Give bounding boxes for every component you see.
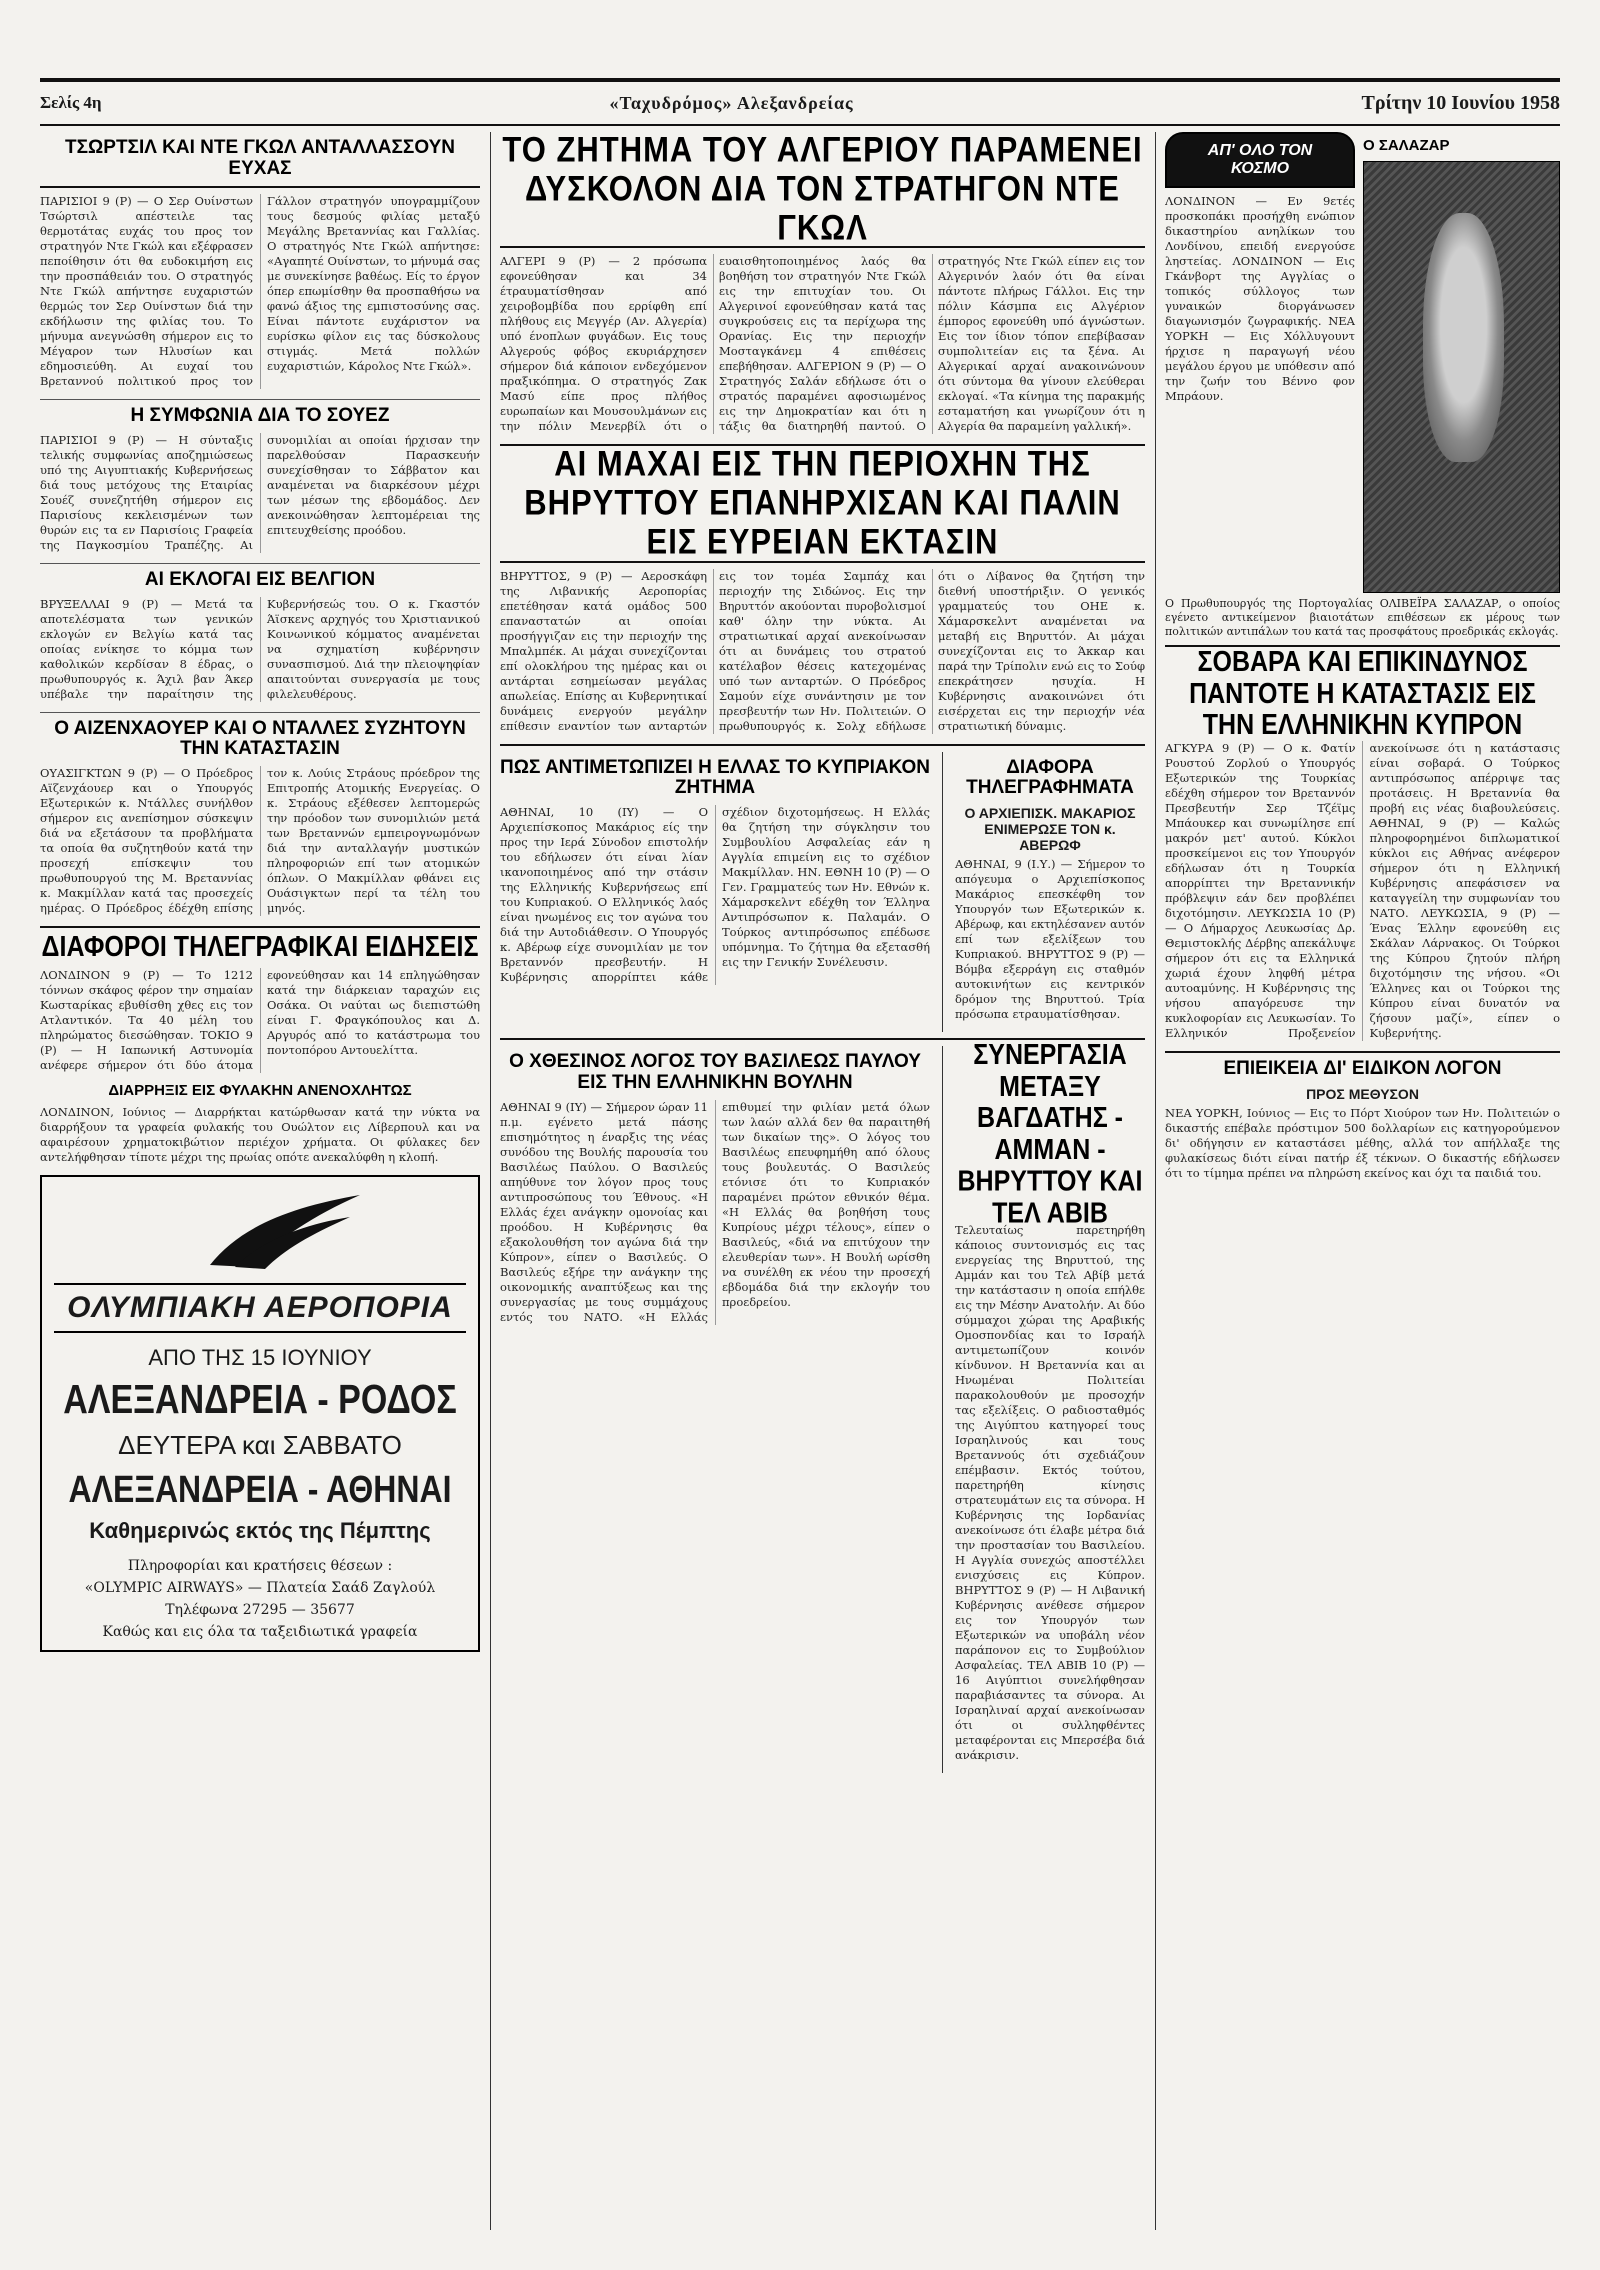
article-body: ΝΕΑ ΥΟΡΚΗ, Ιούνιος — Εις το Πόρτ Χιούρον των Ην. Πολιτειών ο δικαστής επέβαλε πρόστιμον 500 δολλαρίων εις κατηγορούμενον δι' οδήγησιν εν καταστάσει μέθης, αλλά τον απήλλαξε της φυλακίσεως διότι είναι πατήρ έξ τέκνων. Ο δικαστής εδήλωσεν ότι το τίμημα πρέπει να πληρώση εκείνος και όχι τα παιδιά του. <box>1165 1105 1560 1180</box>
article-body: ΠΑΡΙΣΙΟΙ 9 (Ρ) — Ο Σερ Ουίνστων Τσώρτσιλ απέστειλε τας θερμοτάτας ευχάς του προς τον στρατηγόν Ντε Γκώλ και εξέφρασεν πεποίθησιν ότι θα ευδοκιμήση εις την προσπάθειάν του. Ο στρατηγός Ντε Γκώλ απήντησε ευχαριστών θερμώς τον Σερ Ουίνστων διά την εκδήλωσιν της φιλίας του. Το μήνυμα ανεγνώσθη σήμερον εις το Μέγαρον των Ηλυσίων και εδημοσιεύθη. Αι ευχαί του Βρεταννού πολιτικού προς τον Γάλλον στρατηγόν υπογραμμίζουν τους δεσμούς φιλίας μεταξύ Μεγάλης Βρεταννίας και Γαλλίας. Ο στρατηγός Ντε Γκώλ απήντησε: «Αγαπητέ Ουίνστων, το μήνυμά σας με συνεκίνησε βαθέως. Είς το έργον όπερ επωμίσθην θα προσπαθήσω να φανώ άξιος της εμπιστοσύνης σας. Είναι πάντοτε ευχάριστον να ευρίσκω φίλον εις τας δύσκολους στιγμάς. Μετά πολλών ευχαριστιών, Κάρολος Ντε Γκώλ». <box>40 193 480 388</box>
story-beirut <box>500 443 1145 733</box>
column-rule <box>1155 132 1156 2230</box>
story-eisenhower <box>40 719 480 917</box>
article-body: ΟΥΑΣΙΓΚΤΩΝ 9 (Ρ) — Ο Πρόεδρος Αϊζενχάουερ και ο Υπουργός Εξωτερικών κ. Ντάλλες συνήλθον σήμερον εις ανεπίσημον σύσκεψιν διά να εξετάσουν τα προβλήματα τα οποία θα συζητηθούν κατά την προσεχή επίσκεψιν του πρωθυπουργού της Μ. Βρεταννίας κ. Μακμίλλαν κατά τας προσεχείς ημέρας. Ο Πρόεδρος έδέχθη επίσης τον κ. Λούις Στράους πρόεδρον της Επιτροπής Ατομικής Ενεργείας. Ο κ. Στράους εξέθεσεν λεπτομερώς την πρόοδον των συνομιλιών μετά των Βρεταννών εμπειρογνωμόνων διά την ανταλλαγήν μυστικών πληροφοριών επί των ατομικών όπλων. Ο Μακμίλλαν φθάνει εις Ουάσιγκτων περί τα τέλη του μηνός. <box>40 766 480 916</box>
ad-route-rhodes: ΑΛΕΞΑΝΔΡΕΙΑ - ΡΟΔΟΣ <box>63 1377 457 1424</box>
newspaper-name: «Ταχυδρόμος» Αλεξανδρείας <box>609 92 854 113</box>
subheadline: Ο ΑΡΧΙΕΠΙΣΚ. ΜΑΚΑΡΙΟΣ ΕΝΙΜΕΡΩΣΕ ΤΟΝ κ. ΑΒΕΡΩΦ <box>964 805 1136 854</box>
photo-title: Ο ΣΑΛΑΖΑΡ <box>1363 137 1450 154</box>
world-news-logo: ΑΠ' ΟΛΟ ΤΟΝ ΚΟΣΜΟ <box>1165 132 1355 188</box>
story-belgium <box>40 570 480 702</box>
headline: ΕΠΙΕΙΚΕΙΑ ΔΙ' ΕΙΔΙΚΟΝ ΛΟΓΟΝ <box>1223 1058 1502 1079</box>
headline: ΑΙ ΕΚΛΟΓΑΙ ΕΙΣ ΒΕΛΓΙΟΝ <box>144 568 376 590</box>
headline: Η ΣΥΜΦΩΝΙΑ ΔΙΑ ΤΟ ΣΟΥΕΖ <box>130 404 390 426</box>
headline: ΤΟ ΖΗΤΗΜΑ ΤΟΥ ΑΛΓΕΡΙΟΥ ΠΑΡΑΜΕΝΕΙ ΔΥΣΚΟΛΟΝ ΔΙΑ ΤΟΝ ΣΤΡΑΤΗΓΟΝ ΝΤΕ ΓΚΩΛ <box>502 132 1143 248</box>
story-cyprus-greece <box>500 758 930 986</box>
headline: ΣΥΝΕΡΓΑΣΙΑ ΜΕΤΑΞΥ ΒΑΓΔΑΤΗΣ - ΑΜΜΑΝ - ΒΗΡΥΤΤΟΥ ΚΑΙ ΤΕΛ ΑΒΙΒ <box>957 1038 1143 1230</box>
story-misc-telegrams <box>955 758 1145 1023</box>
headline: ΠΩΣ ΑΝΤΙΜΕΤΩΠΙΖΕΙ Η ΕΛΛΑΣ ΤΟ ΚΥΠΡΙΑΚΟΝ ΖΗΤΗΜΑ <box>500 756 930 799</box>
story-prison-break <box>40 1083 480 1166</box>
headline: ΑΙ ΜΑΧΑΙ ΕΙΣ ΤΗΝ ΠΕΡΙΟΧΗΝ ΤΗΣ ΒΗΡΥΤΤΟΥ ΕΠΑΝΗΡΧΙΣΑΝ ΚΑΙ ΠΑΛΙΝ ΕΙΣ ΕΥΡΕΙΑΝ ΕΚΤΑΣΙΝ <box>524 443 1121 563</box>
ad-route-athens: ΑΛΕΞΑΝΔΡΕΙΑ - ΑΘΗΝΑΙ <box>68 1467 452 1511</box>
column-rule <box>490 132 491 2230</box>
headline: ΔΙΑΦΟΡΑ ΤΗΛΕΓΡΑΦΗΜΑΤΑ <box>966 756 1134 799</box>
olympic-airways-ad <box>40 1175 480 1652</box>
story-baghdad-amman <box>955 1038 1145 1763</box>
story-algeria <box>500 132 1145 434</box>
article-body: Τελευταίως παρετηρήθη κάποιος συντονισμός εις τας ενεργείας της Βηρυττού, της Αμμάν και του Τελ Αβίβ μετά την κατάστασιν η οποία επήλθε εις την Μέσην Ανατολήν. Αι δύο σύμμαχοι χώραι της Αραβικής Ομοσπονδίας και το Ισραήλ αντιμετωπίζουν κοινόν κίνδυνον. Η Βρεταννία και αι Ηνωμέναι Πολιτείαι παρακολουθούν με προσοχήν τας εξελίξεις. Ο ραδιοσταθμός της Αιγύπτου κατηγορεί τους Ισραηλινούς και τους Βρεταννούς ότι σχεδιάζουν επέμβασιν. Εκτός τούτου, παρετηρήθη κίνησις στρατευμάτων εις τα σύνορα. Η Κυβέρνησις της Ιορδανίας ανεκοίνωσε ότι έλαβε μέτρα διά την προστασίαν του Βασιλείου. Η Αγγλία συνεχώς αποστέλλει ενισχύσεις εις Κύπρον. ΒΗΡΥΤΤΟΣ 9 (Ρ) — Η Λιβανική Κυβέρνησις ανέθεσε σήμερον εις τον Υπουργόν των Εξωτερικών να υποβάλη νέον παράπονον εις το Συμβούλιον Ασφαλείας. ΤΕΛ ΑΒΙΒ 10 (Ρ) — 16 Αιγύπτιοι συνελήφθησαν παραβιάσαντες τα σύνορα. Αι Ισραηλιναί αρχαί ανεκοίνωσαν ότι οι συλληφθέντες μεταφέρονται εις Μπερσέβα διά ανάκρισιν. <box>955 1223 1145 1763</box>
headline: Ο ΑΙΖΕΝΧΑΟΥΕΡ ΚΑΙ Ο ΝΤΑΛΛΕΣ ΣΥΖΗΤΟΥΝ ΤΗΝ ΚΑΤΑΣΤΑΣΙΝ <box>54 717 466 760</box>
page-number: Σελίς 4η <box>40 93 102 112</box>
ad-address: «OLYMPIC AIRWAYS» — Πλατεία Σαάδ Ζαγλούλ <box>84 1580 436 1597</box>
story-telegrams <box>40 931 480 1073</box>
ad-daily: Καθημερινώς εκτός της Πέμπτης <box>89 1518 431 1544</box>
ad-agencies: Καθώς και εις όλα τα ταξειδιωτικά γραφεία <box>102 1624 418 1641</box>
article-body: ΑΛΓΕΡΙ 9 (Ρ) — 2 πρόσωπα εφονεύθησαν και 34 έτραυματίσθησαν από χειροβομβίδα που ερρίφθη επί πλήθους εις Μεγγέρ (Αν. Αλγερία) υπό ένοπλων φυγάδων. Εις τους Αλγερούς φόβος εκυριάρχησεν σήμερον διά κάποιον ενδεχόμενον πραξικόπημα. Ο στρατηγός Ζακ Μασύ είπε προς πλήθος ευρωπαίων και Μουσουλμάνων εις την πόλιν Μενερβίλ ότι ο ευαισθητοποιημένος λαός θα βοηθήση τον στρατηγόν Ντε Γκώλ εις την επιτυχίαν του. Οι Αλγερινοί εφονεύθησαν κατά τας συγκρούσεις εις τα περίχωρα της Ορανίας. Εις την περιοχήν Μοσταγκάνεμ 4 επιθέσεις επεβήθησαν. ΑΛΓΕΡΙΟΝ 9 (Ρ) — Ο Στρατηγός Σαλάν εδήλωσε ότι ο στρατός παραμένει αφοσιωμένος εις την Δημοκρατίαν και ότι η τάξις θα διατηρηθή παντού. Ο στρατηγός Ντε Γκώλ είπεν εις τον Αλγερινόν λαόν ότι θα είναι πάντοτε πλήρως Γάλλοι. Εις την πόλιν Κάσμπα εις Αλγέριον έμπορος εφονεύθη υπό άγνώστων. Εις τον ίδιον τόπον επεβίβασαν συμπολιτείαν εις τα ξένα. Αι Αλγερικαί αρχαί ανακοινώνουν ότι σύντομα θα γίνουν ελεύθεραι εκλογαί. «Τα κίνημα της παρακμής εσταματήση και γνωρίζουν ότι η Αλγερία θα παραμείνη γαλλική». <box>500 254 1145 434</box>
article-body: ΠΑΡΙΣΙΟΙ 9 (Ρ) — Η σύνταξις τελικής συμφωνίας αποζημιώσεως υπό της Αιγυπτιακής Κυβερνήσεως διά τους μετόχους της Εταιρίας Σουέζ συνεζητήθη σήμερον εις Παρισίους κεκλεισμένων των θυρών εις τα εν Παρισίοις Γραφεία της Παγκοσμίου Τραπέζης. Αι συνομιλίαι αι οποίαι ήρχισαν την παρελθούσαν Παρασκευήν συνεχίσθησαν το Σάββατον και αναμένεται να διαρκέσουν μέχρι των μέσων της εβδομάδος. Δεν ανεκοινώθησαν λεπτομέρειαι της επιτευχθείσης προόδου. <box>40 432 480 552</box>
column-left <box>40 132 480 2230</box>
headline: ΔΙΑΡΡΗΞΙΣ ΕΙΣ ΦΥΛΑΚΗΝ ΑΝΕΝΟΧΛΗΤΩΣ <box>108 1081 412 1099</box>
story-churchill <box>40 138 480 389</box>
story-king-paul <box>500 1052 930 1325</box>
ad-start-date: ΑΠΟ ΤΗΣ 15 ΙΟΥΝΙΟΥ <box>148 1345 372 1371</box>
story-leniency <box>1165 1059 1560 1181</box>
article-body: ΛΟΝΔΙΝΟΝ — Εν 9ετές προσκοπάκι προσήχθη ενώπιον δικαστηρίου ανηλίκων του Λονδίνου, επειδή ενεργούσε ληστείας. ΛΟΝΔΙΝΟΝ — Εις Γκάνβορτ της Αγγλίας ο τοπικός σύλλογος των γυναικών διοργάνωσεν διαγωνισμόν ζωγραφικής. ΝΕΑ ΥΟΡΚΗ — Εις Χόλλυγουντ ήρχισε η παραγωγή νέου μεγάλου έργου με υπόθεσιν από την ζωήν του Βέννο φον Μπράουν. <box>1165 194 1355 403</box>
article-body: ΑΘΗΝΑΙ 9 (ΙΥ) — Σήμερον ώραν 11 π.μ. εγένετο μετά πάσης επισημότητος η έναρξις της νέας συνόδου της Βουλής παρουσία του Βασιλέως Παύλου. Ο Βασιλεύς απηύθυνε τον λόγον προς τους αντιπροσώπους του Έθνους. «Η Ελλάς έχει ανάγκην ομονοίας και προόδου. Η Κυβέρνησις θα εξακολουθήση τον αγώνα διά την Κύπρον», είπεν ο Βασιλεύς. Ο Βασιλεύς εξήρε την ανάγκην της οικονομικής αναπτύξεως και της συνεργασίας με τους συμμάχους εντός του ΝΑΤΟ. «Η Ελλάς επιθυμεί την φιλίαν μετά όλων των λαών αλλά δεν θα παραιτηθή των δικαίων της». Ο λόγος του Βασιλέως επευφημήθη από όλους τους βουλευτάς. Ο Βασιλεύς ετόνισε ότι το Κυπριακόν παραμένει πρώτον εθνικόν θέμα. «Η Ελλάς θα βοηθήση τους Κυπρίους μέχρι τέλους», είπεν ο Βασιλεύς, «διά να επιτύχουν την ελευθερίαν των». Η Βουλή ωρίσθη να συνέλθη εκ νέου την προσεχή εβδομάδα διά την εκλογήν του προεδρείου. <box>500 1100 930 1325</box>
article-body: ΑΘΗΝΑΙ, 10 (ΙΥ) — Ο Αρχιεπίσκοπος Μακάριος είς την προς την Ιερά Σύνοδον επιστολήν του εδήλωσεν ότι είναι λίαν ικανοποιημένος από την στάσιν της Ελληνικής Κυβερνήσεως επί του Κυπριακού. Ο Ελληνικός λαός είναι ηνωμένος εις τον αγώνα του διά την Αυτοδιάθεσιν. Ο Υπουργός κ. Αβέρωφ είχε συνομιλίαν με τον Βρεταννόν πρεσβευτήν. Η Κυβέρνησις απορρίπτει κάθε σχέδιον διχοτομήσεως. Η Ελλάς θα ζητήση την σύγκλησιν του Συμβουλίου Ασφαλείας εάν η Αγγλία επιμείνη εις το σχέδιον Μακμίλλαν. ΗΝ. ΕΘΝΗ 10 (Ρ) — Ο Γεν. Γραμματεύς των Ην. Εθνών κ. Χάμαρσκελντ εδέχθη τον Έλληνα Αντιπρόσωπον κ. Παλαμάν. Ο Τούρκος αντιπρόσωπος επέδωσε υπόμνημα. Το ζήτημα θα εξετασθή εις την Γενικήν Συνέλευσιν. <box>500 805 930 985</box>
headline: Ο ΧΘΕΣΙΝΟΣ ΛΟΓΟΣ ΤΟΥ ΒΑΣΙΛΕΩΣ ΠΑΥΛΟΥ ΕΙΣ ΤΗΝ ΕΛΛΗΝΙΚΗΝ ΒΟΥΛΗΝ <box>509 1051 921 1094</box>
masthead <box>40 78 1560 126</box>
photo-caption: Ο Πρωθυπουργός της Πορτογαλίας ΟΛΙΒΕΪΡΑ ΣΑΛΑΖΑΡ, ο οποίος εγένετο αντικείμενον βιαιοτάτων επιθέσεων εκ μέρους των πολιτικών αντιπάλων του κατά τας προσφάτους προεδρικάς εκλογάς. <box>1165 596 1560 638</box>
article-body: ΒΡΥΞΕΛΛΑΙ 9 (Ρ) — Μετά τα αποτελέσματα των γενικών εκλογών εν Βελγίω κατά τας οποίας ενίκησε το κόμμα των καθολικών κερδίσαν 8 έδρας, ο πρωθυπουργός κ. Άχιλ βαν Άκερ υπέβαλε την παραίτησιν της Κυβερνήσεώς του. Ο κ. Γκαστόν Άϊσκενς αρχηγός του Χριστιανικού Κοινωνικού κόμματος αναμένεται να σχηματίση κυβέρνησιν συνασπισμού. Διά την πλειοψηφίαν απαιτούνται συνεργασία με τους φιλελευθέρους. <box>40 596 480 701</box>
article-body: ΑΘΗΝΑΙ, 9 (Ι.Υ.) — Σήμερον το απόγευμα ο Αρχιεπίσκοπος Μακάριος επεσκέφθη τον Υπουργόν των Εξωτερικών κ. Αβέρωφ, και εκτηλέσανεν αυτόν επί των εξελίξεων του Κυπριακού. ΒΗΡΥΤΤΟΣ 9 (Ρ) — Βόμβα εξερράγη εις σταθμόν αυτοκινήτων εις κεντρικόν δρόμον της Βηρυττού. Τρία πρόσωπα ετραυματίσθησαν. <box>955 857 1145 1022</box>
ad-brand: ΟΛΥΜΠΙΑΚΗ ΑΕΡΟΠΟΡΙΑ <box>54 1283 466 1333</box>
ad-phone: Τηλέφωνα 27295 — 35677 <box>165 1602 355 1619</box>
headline: ΤΣΩΡΤΣΙΛ ΚΑΙ ΝΤΕ ΓΚΩΛ ΑΝΤΑΛΛΑΣΣΟΥΝ ΕΥΧΑΣ <box>65 137 455 179</box>
wing-logo-icon <box>54 1187 466 1277</box>
story-cyprus-situation <box>1165 645 1560 1042</box>
story-suez <box>40 406 480 553</box>
subheadline: ΠΡΟΣ ΜΕΘΥΣΟΝ <box>1306 1085 1419 1102</box>
ad-info: Πληροφορίαι και κρατήσεις θέσεων : <box>127 1558 393 1575</box>
salazar-photo <box>1363 161 1560 593</box>
column-right <box>1165 132 1560 2230</box>
ad-days: ΔΕΥΤΕΡΑ και ΣΑΒΒΑΤΟ <box>118 1430 402 1461</box>
column-center <box>500 132 1145 2230</box>
headline: ΣΟΒΑΡΑ ΚΑΙ ΕΠΙΚΙΝΔΥΝΟΣ ΠΑΝΤΟΤΕ Η ΚΑΤΑΣΤΑΣΙΣ ΕΙΣ ΤΗΝ ΕΛΛΗΝΙΚΗΝ ΚΥΠΡΟΝ <box>1189 645 1536 741</box>
article-body: ΒΗΡΥΤΤΟΣ, 9 (Ρ) — Αεροσκάφη της Λιβανικής Αεροπορίας επετέθησαν κατά ομάδος 500 επαναστατών αι οποίαι προσήγγιζαν εις την περιοχήν της Μπαλμπέκ. Αι μάχαι συνεχίζονται επί ολοκλήρου της ημέρας και οι αντάρται εσημείωσαν μεγάλας απωλείας. Επίσης αι Κυβερνητικαί δυνάμεις ενεργούν μεγάλην επίθεσιν εναντίον των ανταρτών εις τον τομέα Σαμπάχ και περιοχήν της Σιδώνος. Εις την Βηρυττόν ακούονται πυροβολισμοί καθ' όλην την νύκτα. Αι στρατιωτικαί αρχαί ανεκοίνωσαν ότι αι δυνάμεις του στρατού κατέλαβον θέσεις κατεχομένας υπό των ανταρτών. Ο Πρόεδρος Σαμούν είχε συνάντησιν με τον πρεσβευτήν των Ην. Πολιτειών. Ο πρωθυπουργός κ. Σολχ εδήλωσε ότι ο Λίβανος θα ζητήση την διεθνή υποστήριξιν. Ο γενικός γραμματεύς του ΟΗΕ κ. Χάμαρσκελντ αναμένεται να μεταβή εις Βηρυττόν. Αι μάχαι συνεχίζονται εις το Άκκαρ και παρά την Τρίπολιν ενώ εις το Σούφ επεκράτησεν ησυχία. Η Κυβέρνησις ανακοινώνει ότι εισέρχεται εις την περιοχήν νέα στρατιωτική δύναμις. <box>500 568 1145 733</box>
issue-date: Τρίτην 10 Ιουνίου 1958 <box>1361 91 1560 114</box>
article-body: ΑΓΚΥΡΑ 9 (Ρ) — Ο κ. Φατίν Ρουστού Ζορλού ο Υπουργός Εξωτερικών της Τουρκίας εδέχθη σήμερον τον Βρεταννόν Πρεσβευτήν Σερ Τζέϊμς Μπάουκερ και συνωμίλησε επί μακρόν μετ' αυτού. Κύκλοι προσκείμενοι εις τον Υπουργόν εδήλωσαν ότι η Τουρκία απορρίπτει την Βρεταννικήν πρόβλεψιν εάν δεν προβλέπει διχοτόμησιν. ΛΕΥΚΩΣΙΑ 10 (Ρ) — Ο Δήμαρχος Λευκωσίας Δρ. Θεμιστοκλής Δέρβης απεκάλυψε σήμερον ότι εις τα Ελληνικά χωριά έχουν ληφθή μέτρα αυτοαμύνης. Η Κυβέρνησις της νήσου απαγόρευσε την κυκλοφορίαν εις Λευκωσίαν. Το Ελληνικόν Προξενείον ανεκοίνωσε ότι η κατάστασις είναι σοβαρά. Ο Τούρκος αντιπρόσωπος απέρριψε τας προτάσεις. Η Βρεταννία θα προβή εις νέας διαβουλεύσεις. ΑΘΗΝΑΙ, 9 (Ρ) — Καλώς πληροφορημένοι διπλωματικοί κύκλοι εις Αθήνας ανέφερον σήμερον ότι η Ελληνική Κυβέρνησις απεφάσισεν να καταγγείλη την συμφωνίαν του ΝΑΤΟ. ΛΕΥΚΩΣΙΑ, 9 (Ρ) — Ένας Έλλην εφονεύθη εις Σκάλαν Λάρνακος. Οι Τούρκοι της Κύπρου ζητούν πλήρη διχοτόμησιν της νήσου. «Οι Έλληνες και οι Τούρκοι της Κύπρου είναι δυνατόν να ζήσουν μαζί», είπεν ο Κυβερνήτης. <box>1165 741 1560 1040</box>
article-body: ΛΟΝΔΙΝΟΝ 9 (Ρ) — Το 1212 τόννων σκάφος φέρον την σημαίαν Κωσταρίκας εβυθίσθη χθες εις τον Ατλαντικόν. Τα 40 μέλη του πληρώματος διεσώθησαν. ΤΟΚΙΟ 9 (Ρ) — Η Ιαπωνική Αστυνομία ανέφερε σήμερον ότι δύο άτομα εφονεύθησαν και 14 επληγώθησαν κατά την διάρκειαν ταραχών εις Οσάκα. Οι ναύται ως διεπιστώθη είναι Γ. Φραγκόπουλος και Δ. Αργυρός από το κατάστρωμα του ποντοπόρου Αντουελίττα. <box>40 967 480 1072</box>
article-body: ΛΟΝΔΙΝΟΝ, Ιούνιος — Διαρρήκται κατώρθωσαν κατά την νύκτα να διαρρήξουν τα γραφεία φυλακής του Ουώλτον εις Λίβερπουλ και να αφαιρέσουν χρηματοκιβώτιον περιέχον χρήματα. Οι φύλακες δεν αντελήφθησαν τίποτε μέχρι της πρωίας οπότε ανεκαλύφθη η κλοπή. <box>40 1105 480 1165</box>
headline: ΔΙΑΦΟΡΟΙ ΤΗΛΕΓΡΑΦΙΚΑΙ ΕΙΔΗΣΕΙΣ <box>41 931 479 964</box>
